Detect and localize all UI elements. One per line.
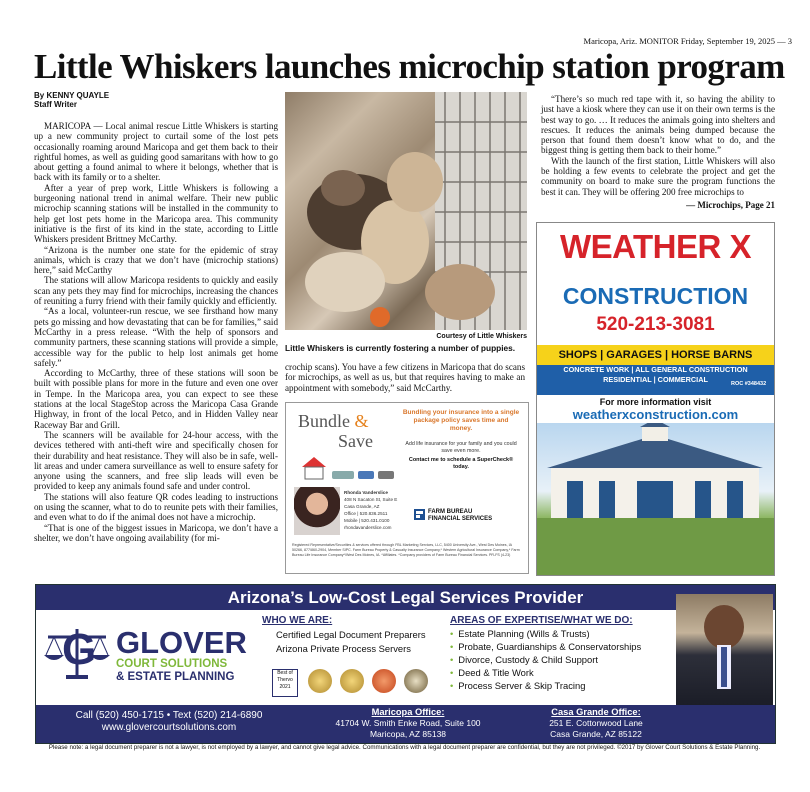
glover-logo-sub1: COURT SOLUTIONS — [116, 658, 228, 670]
award-badge-icon — [308, 669, 332, 693]
paragraph: MARICOPA — Local animal rescue Little Whiskers is starting up a new community project to curtail some of the lost pets occasionally roaming around Maricopa and get them back to their rightful homes, as well as guiding good samaritans with how to go about getting a found animal to where it belongs, whether that is back with its family or to a shelter. — [34, 121, 278, 183]
badge-year: 2021 — [279, 684, 291, 690]
office1-line2: Maricopa, AZ 85138 — [369, 729, 447, 739]
barn-photo — [537, 423, 774, 575]
farm-bureau-wordmark — [428, 509, 492, 523]
bundle-contact: Contact me to schedule a SuperCheck® today. — [408, 457, 514, 470]
paragraph: “There’s so much red tape with it, so having the ability to just have a kiosk where they can use it on their own terms is the best way to go. … It reduces the animals going into shelters and rescues. It reduces the animals being dumped because the person that found them doesn’t know what to do, and the biggest thing is getting them back to their home.” — [541, 94, 775, 156]
byline — [34, 91, 109, 109]
glover-contact — [44, 710, 294, 734]
bundle-message: Bundling your insurance into a single package policy saves time and money. — [402, 409, 520, 432]
agent-address-1: 408 N Sacaton St, Suite E — [344, 497, 398, 502]
who-we-are — [262, 614, 452, 656]
expertise-item: • Deed & Title Work — [450, 666, 676, 679]
weatherx-phone[interactable]: 520-213-3081 — [596, 314, 715, 335]
glover-disclaimer: Please note: a legal document preparer is not a lawyer, is not employed by a lawyer, and cannot give legal advice. Communications with a legal document preparer are confidential, but they are not privileged. ©2017 by Glover Court Solutions & Estate Planning. — [48, 744, 761, 751]
thervo-badge — [272, 669, 298, 697]
byline-role: Staff Writer — [34, 100, 77, 109]
paragraph: “Arizona is the number one state for the epidemic of stray animals, which is crazy that we don’t have (microchip stations) here,” said McCarthy — [34, 244, 278, 276]
headline: Little Whiskers launches microchip station program — [34, 47, 785, 86]
agent-name: Rhonda Vanderslice — [344, 490, 388, 495]
bundle-title-word: Bundle — [298, 411, 350, 431]
brand-line-2: FINANCIAL SERVICES — [428, 516, 493, 522]
expertise-item: • Estate Planning (Wills & Trusts) — [450, 627, 676, 640]
paragraph: The stations will also feature QR codes leading to instructions on using the scanner, what to do to reunite pets with their families, and even what to do if the animal does not have a microchip. — [34, 491, 278, 523]
article-column-3 — [541, 94, 775, 197]
office1-title: Maricopa Office: — [371, 707, 445, 717]
glover-web[interactable]: www.glovercourtsolutions.com — [101, 722, 237, 733]
photo-credit: Courtesy of Little Whiskers — [436, 333, 527, 340]
puppies-illustration — [285, 92, 527, 330]
glover-logo-g: G — [62, 625, 97, 674]
paragraph: With the launch of the first station, Little Whiskers will also be holding a few events to celebrate the project and get the community on board to make sure the program functions the best it can. They will be offering 200 free microchips to — [541, 155, 775, 197]
who-we-are-title: WHO WE ARE: — [262, 615, 333, 626]
agent-photo — [294, 487, 340, 535]
office2-line1: 251 E. Cottonwood Lane — [549, 718, 643, 728]
weatherx-line-1: CONCRETE WORK | ALL GENERAL CONSTRUCTION — [563, 365, 748, 374]
weatherx-logo: WEATHER X — [559, 228, 752, 265]
glover-logo-name: GLOVER — [116, 625, 247, 660]
save-title-word: Save — [338, 431, 373, 451]
agent-address-2: Casa Grande, AZ — [344, 504, 380, 509]
office2-line2: Casa Grande, AZ 85122 — [550, 729, 642, 739]
bundle-sub: Add life insurance for your family and you could save even more. — [405, 441, 517, 454]
weatherx-ad[interactable] — [536, 222, 775, 576]
attorney-head — [704, 605, 744, 649]
paragraph: “That is one of the biggest issues in Maricopa, we don’t have a shelter, we don’t have ongoing availability (for mi- — [34, 522, 278, 543]
jump-line: — Microchips, Page 21 — [686, 200, 775, 210]
paragraph: According to McCarthy, three of these stations will soon be built with possible plans for more in the future and even one over in Tempe. In the Maricopa area, you can expect to see these stations at the local StageStop across the Maricopa Casa Grande Highway, in front of the local Petco, and in Hidden Valley near Raceway Bar and Grill. — [34, 368, 278, 430]
expertise-title: AREAS OF EXPERTISE/WHAT WE DO: — [450, 615, 633, 626]
weatherx-construction: CONSTRUCTION — [562, 283, 749, 309]
badge-best: Best of — [277, 670, 293, 676]
award-badge-icon — [404, 669, 428, 693]
who-item: Certified Legal Document Preparers — [276, 629, 426, 640]
office1-line1: 41704 W. Smith Enke Road, Suite 100 — [335, 718, 481, 728]
award-badge-icon — [372, 669, 396, 693]
office2-title: Casa Grande Office: — [551, 707, 641, 717]
paragraph: “As a local, volunteer-run rescue, we see firsthand how many pets go missing and how devastating that can be for families,” said McCarthy in a press release. “With the help of sponsors and community partners, these scanning stations will provide a simple, accessible way for the public to help lost animals get home safely.” — [34, 306, 278, 368]
glover-phone[interactable]: Call (520) 450-1715 • Text (520) 214-6890 — [75, 710, 263, 721]
expertise-item: • Process Server & Skip Tracing — [450, 679, 676, 692]
paragraph: The scanners will be available for 24-hour access, with the devices tethered with anti-theft wire and specifically chosen for their durability and heat resistance. They will also be in safe, well-lit areas and under camera surveillance as well to ensure safety for anyone using the scanners, and free slip leads will even be provided to keep any animals found safe and under control. — [34, 429, 278, 492]
badge-brand: Thervo — [277, 677, 293, 683]
paragraph: After a year of prep work, Little Whiskers is following a burgeoning national trend in animal welfare. Their new public microchip scanning stations will be installed in the community to help get lost pets home in the Maricopa area. This community initiative is the first of its kind in the state, according to Little Whiskers president Brittney McCarthy. — [34, 182, 278, 245]
glover-banner: Arizona’s Low-Cost Legal Services Provider — [36, 585, 775, 610]
glover-logo-sub2: & ESTATE PLANNING — [116, 671, 235, 683]
who-item: Arizona Private Process Servers — [276, 643, 411, 654]
house-vehicles-icon — [298, 453, 398, 483]
expertise-item: • Divorce, Custody & Child Support — [450, 653, 676, 666]
agent-mobile: Mobile | 520.431.0100 — [344, 518, 390, 523]
award-badges — [272, 669, 447, 697]
weatherx-line-2: RESIDENTIAL | COMMERCIAL — [603, 375, 708, 384]
weatherx-services: SHOPS | GARAGES | HORSE BARNS — [537, 345, 774, 365]
weatherx-roc: ROC #348432 — [731, 381, 767, 387]
brand-line-1: FARM BUREAU — [428, 509, 473, 515]
areas-of-expertise — [450, 614, 676, 692]
photo-caption: Little Whiskers is currently fostering a number of puppies. — [285, 343, 516, 353]
maricopa-office — [308, 707, 508, 740]
casa-grande-office — [496, 707, 696, 740]
agent-email[interactable]: rhondavanderslice.com — [344, 525, 392, 530]
bundle-disclaimer: Registered Representative/Securities & services offered through FBL Marketing Services, LLC, 5400 University Ave., West Des Moines, IA 50266, 877/860-2904, Member SIPC. Farm Bureau Property & Casualty Insurance Company,* Western Agricultural Insurance Company,* Farm Bureau Life Insurance Company*/West Des Moines, IA. *Affiliates. *Company providers of Farm Bureau Financial Services. PR-FS (4-23) — [292, 543, 520, 557]
agent-info — [344, 489, 397, 531]
attorney-tie — [721, 647, 727, 687]
puppies-photo — [285, 92, 527, 330]
bundle-save-ad[interactable] — [285, 402, 529, 574]
paragraph: crochip scans). You have a few citizens in Maricopa that do scans for microchips, as well as us, but that requires having to make an appointment with somebody,” said McCarthy. — [285, 362, 525, 393]
article-column-2 — [285, 362, 525, 393]
article-column-1 — [34, 121, 278, 543]
farm-bureau-logo-icon — [414, 509, 425, 520]
page-header: Maricopa, Ariz. MONITOR Friday, September 19, 2025 — 3 — [583, 36, 792, 46]
paragraph: The stations will allow Maricopa residents to quickly and easily scan any pets they may find for microchips, increasing the chances of reuniting a furry friend with their family quickly and efficiently. — [34, 275, 278, 307]
award-badge-icon — [340, 669, 364, 693]
barn-illustration — [537, 423, 774, 575]
expertise-item: • Probate, Guardianships & Conservatorships — [450, 640, 676, 653]
weatherx-details — [537, 365, 774, 395]
glover-ad[interactable] — [35, 584, 776, 744]
bundle-ampersand: & — [354, 411, 369, 431]
weatherx-more: For more information visit — [599, 397, 712, 407]
weatherx-url[interactable]: weatherxconstruction.com — [572, 407, 739, 422]
byline-author: By KENNY QUAYLE — [34, 91, 110, 100]
agent-office: Office | 520.836.2511 — [344, 511, 388, 516]
bundle-title — [298, 411, 373, 451]
